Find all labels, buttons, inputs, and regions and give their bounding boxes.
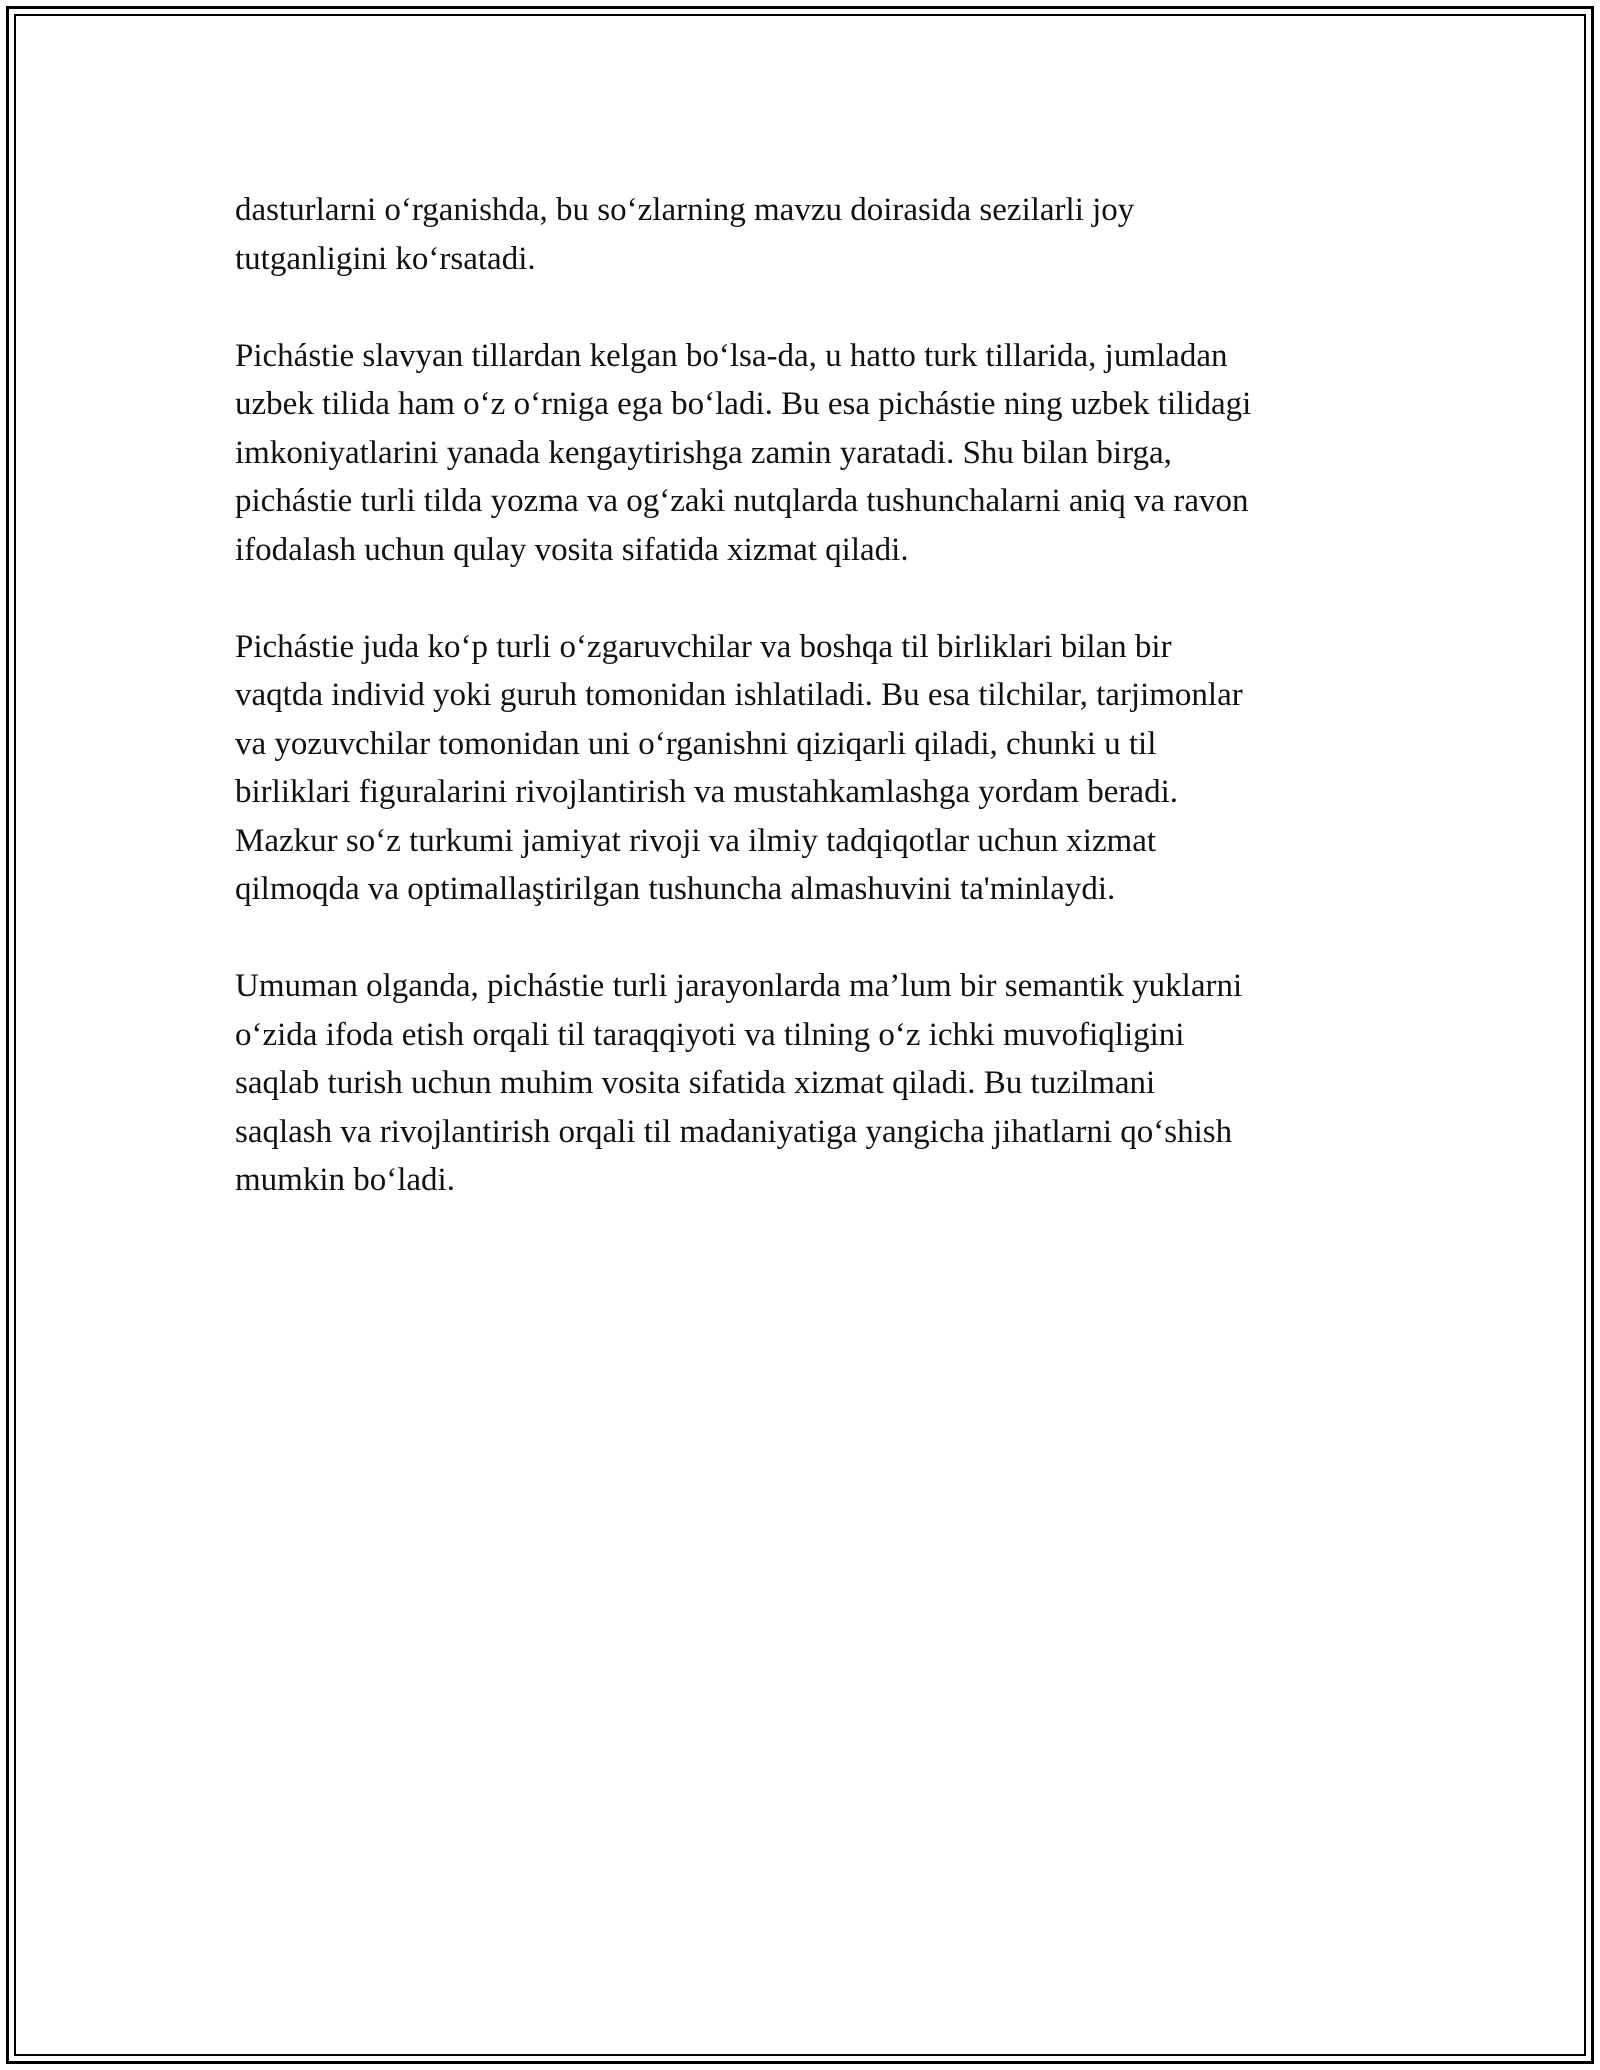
text-line: uzbek tilida ham o‘z o‘rniga ega bo‘ladi. Bu esa pichástie ning uzbek tilidagi [235,386,1252,422]
text-line: Mazkur so‘z turkumi jamiyat rivoji va ilmiy tadqiqotlar uchun xizmat [235,822,1157,859]
text-line: pichástie turli tilda yozma va og‘zaki nutqlarda tushunchalarni aniq va ravon [235,483,1249,519]
text-line: vaqtda individ yoki guruh tomonidan ishlatiladi. Bu esa tilchilar, tarjimonlar [235,677,1243,713]
text-line: mumkin bo‘ladi. [235,1162,455,1198]
text-line: Umuman olganda, pichástie turli jarayonlarda ma’lum bir semantik yuklarni [235,968,1243,1004]
paragraph-3 [235,623,1395,914]
text-line: Pichástie juda ko‘p turli o‘zgaruvchilar va boshqa til birliklari bilan bir [235,628,1172,665]
text-line: dasturlarni o‘rganishda, bu so‘zlarning mavzu doirasida sezilarli joy [235,192,1135,228]
text-line: o‘zida ifoda etish orqali til taraqqiyoti va tilning o‘z ichki muvofiqligini [235,1016,1185,1053]
text-line: birliklari figuralarini rivojlantirish va mustahkamlashga yordam beradi. [235,774,1178,810]
text-line: va yozuvchilar tomonidan uni o‘rganishni qiziqarli qiladi, chunki u til [235,725,1157,762]
text-line: Pichástie slavyan tillardan kelgan bo‘lsa-da, u hatto turk tillarida, jumladan [235,337,1228,374]
document-body [235,186,1395,1253]
text-line: imkoniyatlarini yanada kengaytirishga zamin yaratadi. Shu bilan birga, [235,434,1172,471]
text-line: saqlash va rivojlantirish orqali til madaniyatiga yangicha jihatlarni qo‘shish [235,1113,1233,1150]
paragraph-2 [235,332,1395,575]
text-line: saqlab turish uchun muhim vosita sifatida xizmat qiladi. Bu tuzilmani [235,1065,1156,1101]
text-line: qilmoqda va optimallaştirilgan tushuncha almashuvini ta'minlaydi. [235,871,1116,907]
paragraph-1 [235,186,1395,283]
text-line: tutganligini ko‘rsatadi. [235,240,536,277]
paragraph-4 [235,962,1395,1205]
text-line: ifodalash uchun qulay vosita sifatida xizmat qiladi. [235,531,909,568]
